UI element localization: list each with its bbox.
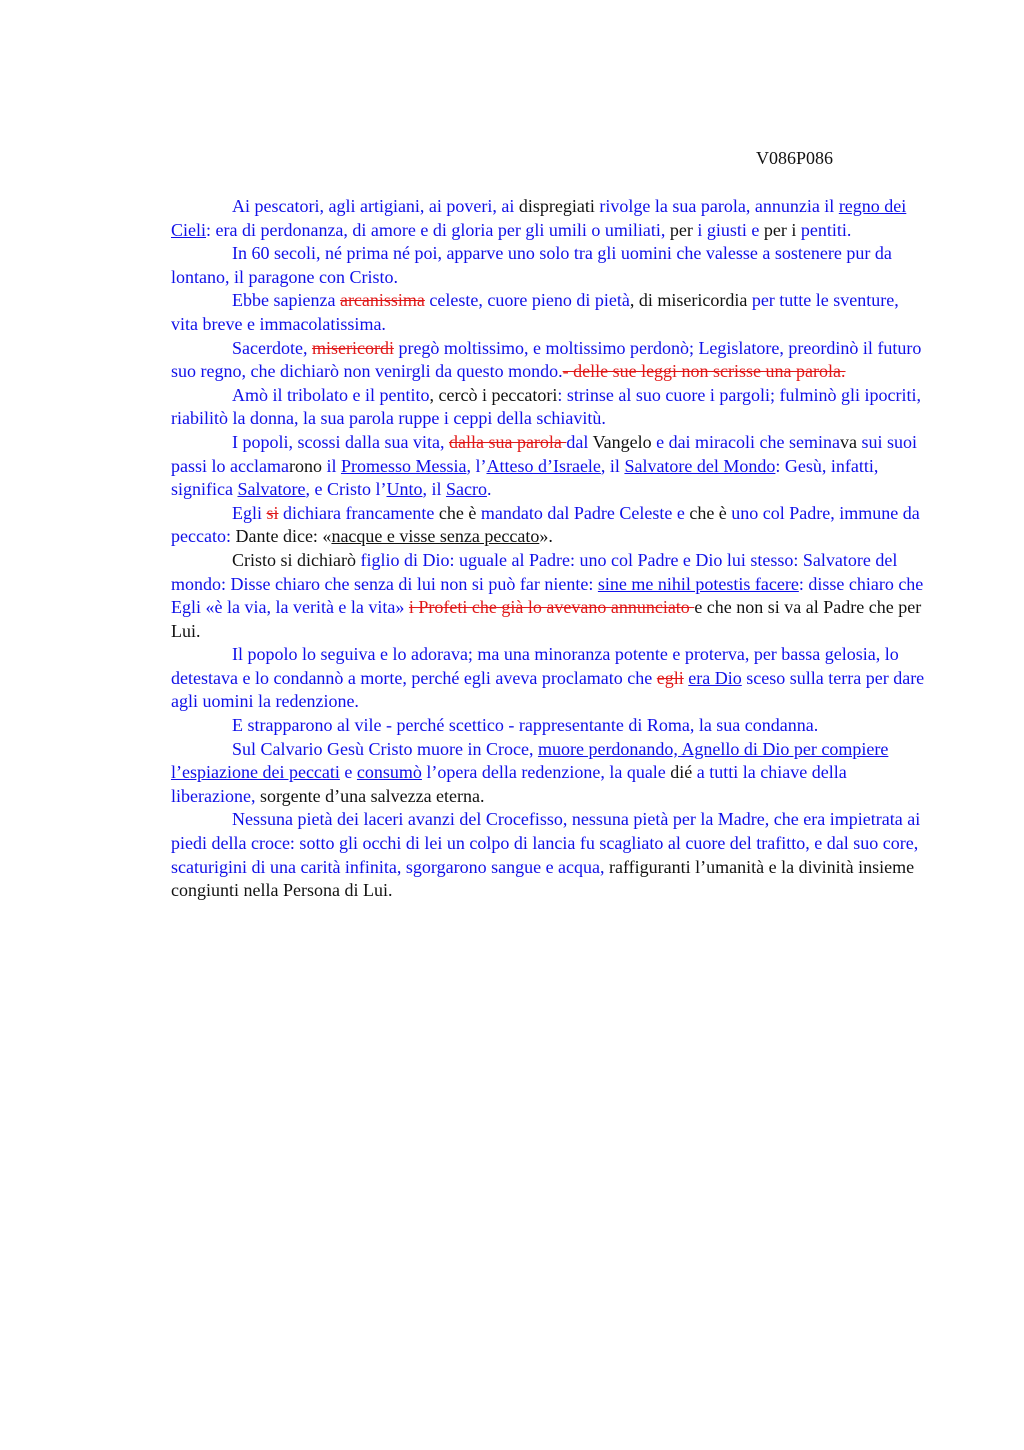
revised-text: , l’ — [466, 455, 487, 476]
paragraph — [171, 289, 927, 336]
revised-text: a tutti la chiave della liberazione, — [171, 762, 847, 806]
paragraph — [171, 242, 927, 289]
revised-underlined-text: Promesso Messia — [340, 455, 467, 476]
revised-underlined-text: Salvatore del Mondo — [624, 455, 776, 476]
original-text: dié — [670, 762, 697, 783]
revised-underlined-text: sine me nihil potestis facere — [597, 573, 799, 594]
revised-text: , il — [422, 479, 446, 500]
paragraph — [171, 714, 927, 738]
paragraph — [171, 337, 927, 384]
original-text: che è — [689, 502, 732, 523]
revised-underlined-text: regno dei Cieli — [171, 196, 907, 240]
revised-text: l’opera della redenzione, la quale — [421, 762, 671, 783]
revised-text: celeste, cuore pieno di pietà — [424, 290, 630, 311]
paragraph — [171, 195, 927, 242]
original-text: raffiguranti l’umanità e la divinità insieme congiunti nella Persona di Lui. — [171, 856, 915, 901]
revised-underlined-text: Salvatore — [237, 479, 306, 500]
original-text: , di misericordia — [629, 290, 752, 311]
revised-text: , e Cristo l’ — [305, 479, 387, 500]
revised-text: Egli — [232, 502, 267, 523]
revised-text: Il popolo lo seguiva e lo adorava; ma una minoranza potente e proterva, per bassa gelosia, lo detestava e lo condannò a morte, perché egli aveva proclamato che — [171, 644, 899, 688]
revised-text: pregò moltissimo, e moltissimo perdonò; Legislatore, preordinò il futuro suo regno, che dichiarò non venirgli da questo mondo. — [171, 337, 922, 382]
original-text: Cristo si dichiarò — [232, 549, 361, 570]
original-text: dispregiati — [518, 196, 600, 216]
revised-text: per tutte le sventure, vita breve e immacolatissima. — [171, 290, 899, 334]
revised-text: dichiara francamente — [278, 502, 439, 523]
revised-text: . — [486, 479, 492, 500]
deleted-text: si — [266, 502, 279, 523]
revised-text: i giusti e — [697, 219, 764, 240]
deleted-text: egli — [656, 667, 684, 688]
revised-text: I popoli, scossi dalla sua vita, — [232, 431, 449, 452]
deleted-text: - delle sue leggi non scrisse una parola. — [562, 361, 846, 382]
revised-text: il — [326, 455, 341, 476]
revised-text: rivolge la sua parola, annunzia il — [599, 196, 839, 216]
original-text: Vangelo — [592, 431, 657, 452]
deleted-text: arcanissima — [339, 290, 425, 311]
revised-text: e — [339, 762, 357, 783]
original-text: sorgente d’una salvezza eterna. — [259, 785, 485, 806]
revised-text: mandato dal Padre Celeste e — [480, 502, 690, 523]
original-text: Dante dice: « — [235, 526, 332, 547]
original-text: per — [669, 219, 698, 240]
revised-text: Sacerdote, — [232, 337, 312, 358]
revised-text: Amò il tribolato e il pentito — [232, 384, 430, 405]
document-body — [171, 195, 927, 903]
paragraph — [171, 643, 927, 714]
revised-text: , il — [600, 455, 625, 476]
original-text: ». — [539, 526, 553, 547]
revised-text: E strapparono al vile - perché scettico - rappresentante di Roma, la sua condanna. — [232, 715, 819, 736]
revised-text: dal — [566, 431, 593, 452]
paragraph — [171, 502, 927, 549]
revised-text: pentiti. — [800, 219, 852, 240]
original-text: va — [840, 431, 862, 452]
original-text: , cercò i peccatori — [429, 384, 558, 405]
revised-text: : Gesù, infatti, significa — [171, 455, 879, 500]
revised-underlined-text: Sacro — [445, 479, 487, 500]
revised-text: Nessuna pietà dei laceri avanzi del Crocefisso, nessuna pietà per la Madre, che era impietrata ai piedi della croce: sotto gli occhi di lei un colpo di lancia fu scagliato al cuore del trafitto, e dal suo core, scaturigini di una carità infinita, sgorgarono sangue e acqua, — [171, 809, 921, 877]
revised-text: : strinse al suo cuore i pargoli; fulminò gli ipocriti, riabilitò la donna, la sua parola ruppe i ceppi della schiavitù. — [171, 384, 922, 429]
original-text: per i — [763, 219, 801, 240]
revised-underlined-text: Atteso d’Israele — [486, 455, 601, 476]
paragraph — [171, 549, 927, 643]
original-text: che è — [438, 502, 481, 523]
paragraph — [171, 431, 927, 502]
deleted-text: misericordi — [311, 337, 394, 358]
revised-text: figlio di Dio: uguale al Padre: uno col Padre e Dio lui stesso: Salvatore del mondo: Disse chiaro che senza di lui non si può far niente: — [171, 549, 898, 594]
revised-text: Ebbe sapienza — [232, 290, 340, 311]
paragraph — [171, 738, 927, 809]
revised-underlined-text: Unto — [386, 479, 423, 500]
revised-underlined-text: consumò — [356, 762, 422, 783]
original-text: e che non si va al Padre che per Lui. — [171, 597, 922, 641]
original-text: rono — [288, 455, 327, 476]
deleted-text: i Profeti che già lo avevano annunciato — [408, 597, 695, 618]
revised-text: Sul Calvario Gesù Cristo muore in Croce, — [232, 738, 538, 759]
revised-text: In 60 secoli, né prima né poi, apparve uno solo tra gli uomini che valesse a sostenere pur da lontano, il paragone con Cristo. — [171, 243, 892, 287]
revised-text: e dai miracoli che semina — [656, 431, 840, 452]
paragraph — [171, 808, 927, 902]
deleted-text: dalla sua parola — [448, 431, 567, 452]
revised-text: uno col Padre, immune da peccato: — [171, 502, 920, 547]
revised-underlined-text: muore perdonando, Agnello di Dio per compiere l’espiazione dei peccati — [171, 738, 889, 783]
original-underlined-text: nacque e visse senza peccato — [331, 526, 540, 547]
revised-text: Ai pescatori, agli artigiani, ai poveri, ai — [232, 196, 519, 216]
revised-text: sui suoi passi lo acclama — [171, 431, 918, 476]
revised-text: sceso sulla terra per dare agli uomini la redenzione. — [171, 667, 925, 712]
revised-text: : era di perdonanza, di amore e di gloria per gli umili o umiliati, — [206, 219, 670, 240]
revised-text: : disse chiaro che Egli «è la via, la verità e la vita» — [171, 573, 924, 618]
revised-underlined-text: era Dio — [688, 667, 742, 688]
paragraph — [171, 384, 927, 431]
page-identifier: V086P086 — [756, 148, 834, 168]
